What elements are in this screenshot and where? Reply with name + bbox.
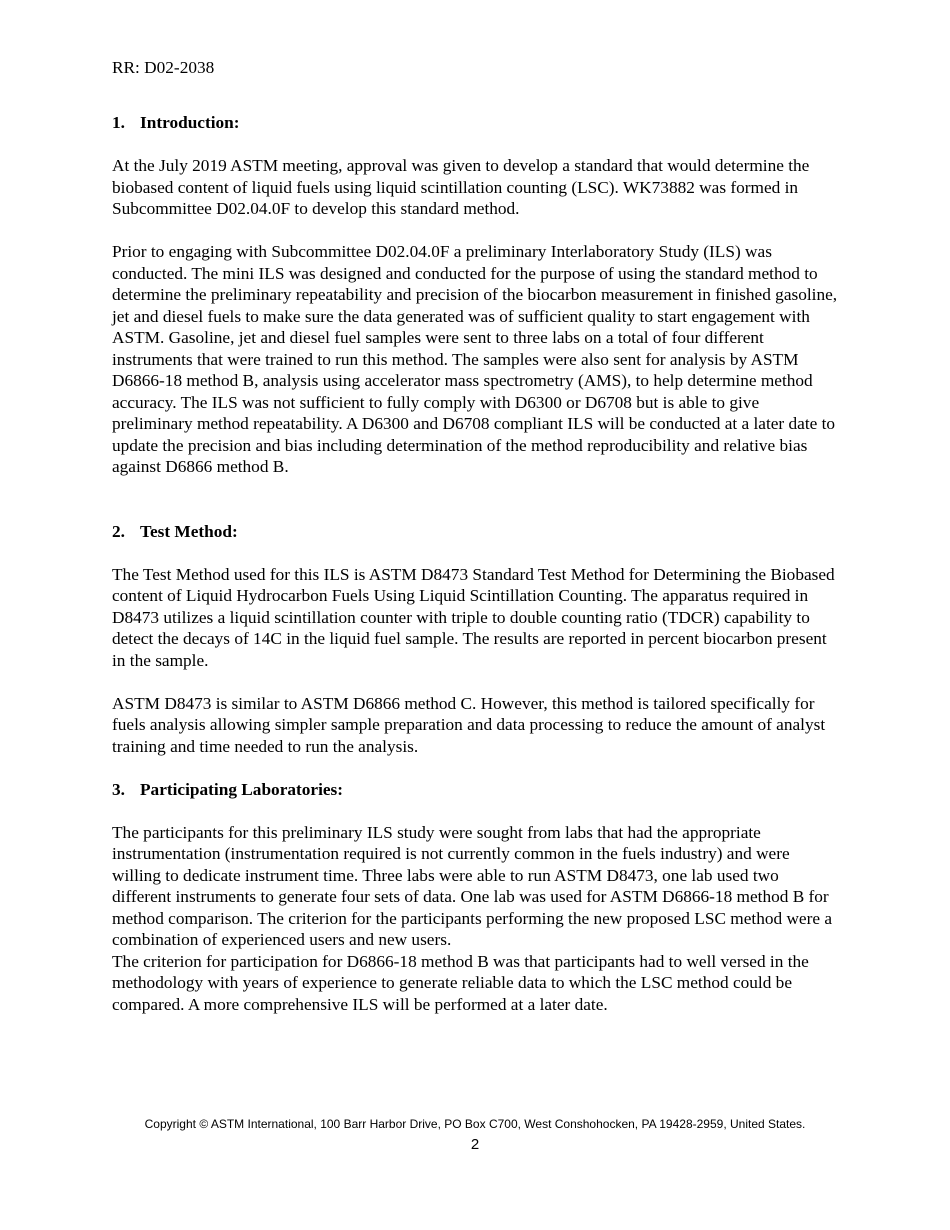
paragraph: At the July 2019 ASTM meeting, approval was given to develop a standard that would determine the biobased content of liquid fuels using liquid scintillation counting (LSC). WK73882 was formed in Subcommittee D02.04.0F to develop this standard method. — [112, 156, 810, 218]
section-title: Test Method: — [140, 521, 238, 541]
section-title: Introduction: — [140, 113, 240, 132]
section-title: Participating Laboratories: — [140, 779, 344, 799]
paragraph: ASTM D8473 is similar to ASTM D6866 method C. However, this method is tailored specifically for fuels analysis allowing simpler sample preparation and data processing to reduce the amount of analyst training and time needed to run the analysis. — [112, 693, 826, 756]
paragraph: Prior to engaging with Subcommittee D02.04.0F a preliminary Interlaboratory Study (ILS) was conducted. The mini ILS was designed and conducted for the purpose of using the standard method to determine the preliminary repeatability and precision of the biocarbon measurement in finished gasoline, jet and diesel fuels to make sure the data generated was of sufficient quality to start engagement with ASTM. Gasoline, jet and diesel fuel samples were sent to three labs on a total of four different instruments that were trained to run this method. The samples were also sent for analysis by ASTM D6866-18 method B, analysis using accelerator mass spectrometry (AMS), to help determine method accuracy. The ILS was not sufficient to fully comply with D6300 or D6708 but is able to give preliminary method repeatability. A D6300 and D6708 compliant ILS will be conducted at a later date to update the precision and bias including determination of the method reproducibility and relative bias against D6866 method B. — [112, 242, 838, 476]
section-number: 3. — [112, 779, 125, 799]
report-reference: RR: D02-2038 — [112, 58, 215, 77]
document-body — [112, 112, 842, 1015]
section-number: 2. — [112, 521, 125, 541]
paragraph: The participants for this preliminary ILS study were sought from labs that had the appropriate instrumentation (instrumentation required is not currently common in the fuels industry) and were willing to dedicate instrument time. Three labs were able to run ASTM D8473, one lab used two different instruments to generate four sets of data. One lab was used for ASTM D6866-18 method B for method comparison. The criterion for the participants performing the new proposed LSC method were a combination of experienced users and new users. — [112, 822, 833, 949]
page-number: 2 — [470, 1136, 480, 1153]
section-heading-participating-laboratories — [112, 779, 842, 801]
section-number: 1. — [112, 113, 125, 132]
section-heading-introduction — [112, 112, 842, 134]
paragraph: The criterion for participation for D6866-18 method B was that participants had to well versed in the methodology with years of experience to generate reliable data to which the LSC method could be compared. A more comprehensive ILS will be performed at a later date. — [112, 951, 809, 1014]
copyright-footer: Copyright © ASTM International, 100 Barr Harbor Drive, PO Box C700, West Conshohocken, PA 19428-2959, United States. — [144, 1117, 806, 1131]
section-heading-test-method — [112, 521, 842, 543]
paragraph: The Test Method used for this ILS is ASTM D8473 Standard Test Method for Determining the Biobased content of Liquid Hydrocarbon Fuels Using Liquid Scintillation Counting. The apparatus required in D8473 utilizes a liquid scintillation counter with triple to double counting ratio (TDCR) capability to detect the decays of 14C in the liquid fuel sample. The results are reported in percent biocarbon present in the sample. — [112, 564, 835, 670]
